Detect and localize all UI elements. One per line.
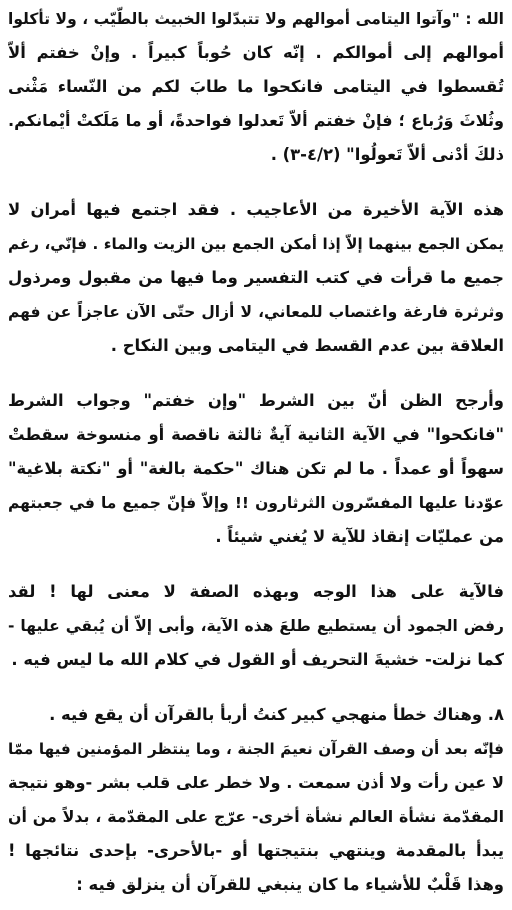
text-line: العلاقة بين عدم القسط في اليتامى وبين النكاح .: [110, 336, 504, 355]
text-line: يبدأ بالمقدمة وينتهي بنتيجتها أو -بالأحرى- بإحدى نتائجها !: [8, 841, 504, 860]
text-line: أموالهم إلى أموالكم . إنّه كان حُوباً كبيراً . وإنْ خفتم ألاّ: [8, 43, 504, 62]
paragraph-wonders: [8, 193, 504, 363]
text-line: يمكن الجمع بينهما إلاّ إذا أمكن الجمع بين الزيت والماء . فإنّي، رغم: [8, 235, 504, 253]
text-line: ٨. وهناك خطأ منهجي كبير كنتُ أربأ بالقرآن أن يقع فيه .: [49, 705, 504, 724]
text-line: من عمليّات إنقاذ للآية لا يُغني شيئاً .: [215, 527, 504, 546]
text-line: سهواً أو عمداً . ما لم تكن هناك "حكمة بالغة" أو "نكتة بلاغية": [8, 459, 504, 478]
paragraph-meaning: [8, 575, 504, 677]
text-line: هذه الآية الأخيرة من الأعاجيب . فقد اجتمع فيها أمران لا: [8, 200, 504, 219]
text-line: عوّدنا عليها المفسّرون الثرثارون !! وإلاّ فإنّ جميع ما في جعبتهم: [8, 494, 504, 512]
text-line: رفض الجمود أن يستطيع طلعَ هذه الآية، وأبى إلاّ أن يُبقي عليها -: [8, 617, 504, 635]
text-line: جميع ما قرأت في كتب التفسير وما فيها من مقبول ومرذول: [8, 268, 504, 287]
text-line: لا عين رأت ولا أذن سمعت . ولا خطر على قلب بشر -وهو نتيجة: [8, 773, 504, 792]
text-line: فالآية على هذا الوجه وبهذه الصفة لا معنى لها ! لقد: [8, 582, 504, 601]
text-line: ذلكَ أدْنى ألاّ تَعولُوا" (٤/٢-٣) .: [270, 145, 504, 164]
paragraph-condition: [8, 384, 504, 554]
text-line: وثرثرة فارغة واغتصاب للمعاني، لا أزال حتّى الآن عاجزاً عن فهم: [8, 303, 504, 321]
text-line: فإنّه بعد أن وصف القرآن نعيمَ الجنة ، وما ينتظر المؤمنين فيها ممّا: [8, 740, 504, 758]
text-line: تُقسطوا في اليتامى فانكحوا ما طابَ لكم من النّساء مَثْنى: [8, 77, 504, 96]
text-line: وثُلاثَ وَرُباع ؛ فإنْ خفتم ألاّ تَعدلوا فواحدةً، أو ما مَلَكتْ أيْمانكم.: [8, 111, 504, 130]
paragraph-point-8: [8, 698, 504, 902]
text-line: المقدّمة نشأة العالم نشأة أخرى- عرّج على المقدّمة ، بدلاً من أن: [8, 807, 504, 826]
paragraph-quran-verse: [8, 2, 504, 172]
text-line: كما نزلت- خشيةَ التحريف أو القول في كلام الله ما ليس فيه .: [11, 650, 504, 669]
text-line: الله : "وآتوا اليتامى أموالهم ولا تتبدّلوا الخبيث بالطّيّب ، ولا تأكلوا: [8, 10, 504, 28]
text-line: "فانكحوا" في الآية الثانية آيةٌ ثالثة ناقصة أو منسوخة سقطتْ: [8, 425, 504, 444]
text-line: وهذا قَلْبٌ للأشياء ما كان ينبغي للقرآن أن ينزلق فيه :: [76, 875, 504, 894]
text-line: وأرجح الظن أنّ بين الشرط "وإن خفتم" وجواب الشرط: [8, 391, 504, 410]
